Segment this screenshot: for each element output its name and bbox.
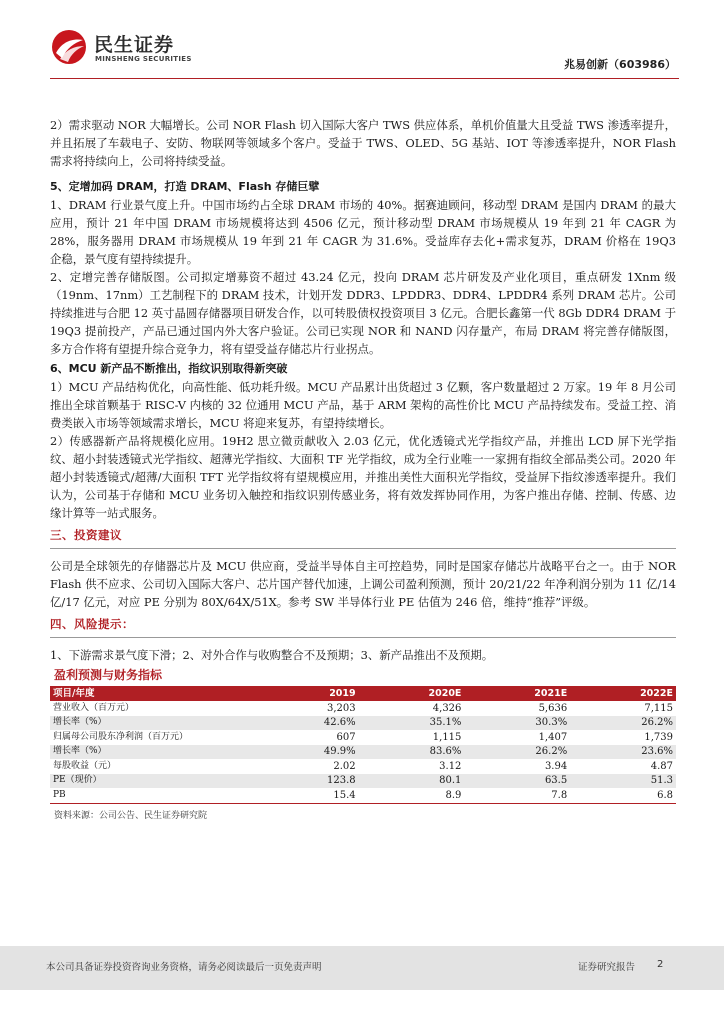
table-cell: 1,407 — [538, 731, 568, 743]
table-row — [50, 759, 676, 774]
dram-market-paragraph: 1、DRAM 行业景气度上升。中国市场约占全球 DRAM 市场的 40%。据赛迪顾问，移动型 DRAM 是国内 DRAM 的最大应用，预计 21 年中国 DRAM 市场规模将达到 4506 亿元，预计移动型 DRAM 市场规模从 19 年到 21 年 CAGR 为 28%，服务器用 DRAM 市场规模从 19 年到 21 年 CAGR 为 31.6%。受益库存去化+需求复苏，DRAM 价格在 19Q3 企稳，景气度有望持续提升。 — [50, 198, 676, 266]
table-cell: PE（现价） — [50, 774, 256, 789]
table-cell: 4.87 — [650, 760, 673, 772]
table-cell: 80.1 — [359, 774, 465, 789]
risk-title: 四、风险提示： — [50, 617, 134, 631]
table-cell: 增长率（%） — [50, 745, 256, 760]
table-source-note: 资料来源：公司公告、民生证券研究院 — [54, 810, 208, 821]
sensor-paragraph: 2）传感器新产品将规模化应用。19H2 思立微贡献收入 2.03 亿元，优化透镜式光学指纹产品，并推出 LCD 屏下光学指纹、超小封装透镜式光学指纹、超薄光学指纹、大面积 TF 光学指纹，成为全行业唯一一家拥有指纹全部品类公司。2020 年超小封装透镜式/超薄/大面积 TFT 光学指纹将有望规模应用，并推出美性大面积光学指纹，受益屏下指纹渗透率提升。我们认为，公司基于存储和 MCU 业务切入触控和指纹识别传感业务，将有效发挥协同作用，为客户推出存储、控制、传感、边缘计算等一站式服务。 — [50, 434, 676, 520]
table-row — [50, 730, 676, 745]
table-cell: 归属母公司股东净利润（百万元） — [53, 731, 189, 742]
table-header-cell: 2020E — [359, 686, 465, 701]
table-cell: 1,115 — [432, 731, 462, 743]
table-cell: 26.2% — [464, 745, 570, 760]
table-cell: 3.12 — [439, 760, 462, 772]
mcu-heading: 6、MCU 新产品不断推出，指纹识别取得新突破 — [50, 362, 288, 375]
table-cell: 42.6% — [256, 716, 359, 731]
page-number: 2 — [657, 959, 664, 970]
table-cell: 23.6% — [570, 745, 676, 760]
dram-placement-paragraph: 2、定增完善存储版图。公司拟定增募资不超过 43.24 亿元，投向 DRAM 芯片研发及产业化项目，重点研发 1Xnm 级（19nm、17nm）工艺制程下的 DRAM 技术，计划开发 DDR3、LPDDR3、DDR4、LPDDR4 系列 DRAM 芯片。公司持续推进与合肥 12 英寸晶圆存储器项目研发合作，以可转股债权投资项目 3 亿元。合肥长鑫第一代 8Gb DDR4 DRAM 于 19Q3 提前投产，产品已通过国内外大客户验证。公司已实现 NOR 和 NAND 闪存量产，布局 DRAM 将完善存储版图，多方合作将有望提升综合竞争力，将有望受益存储芯片行业拐点。 — [50, 270, 676, 356]
table-row — [50, 701, 676, 716]
financial-table-title: 盈利预测与财务指标 — [54, 668, 163, 682]
table-cell: 6.8 — [570, 788, 676, 803]
investment-advice-paragraph: 公司是全球领先的存储器芯片及 MCU 供应商，受益半导体自主可控趋势，同时是国家存储芯片战略平台之一。由于 NOR Flash 供不应求、公司切入国际大客户、芯片国产替代加速，上调公司盈利预测，预计 20/21/22 年净利润分别为 11 亿/14 亿/17 亿元，对应 PE 分别为 80X/64X/51X。参考 SW 半导体行业 PE 估值为 246 倍，维持“推荐”评级。 — [50, 559, 676, 609]
table-cell: 2.02 — [333, 760, 356, 772]
table-row — [50, 716, 676, 731]
table-cell: 26.2% — [570, 716, 676, 731]
minsheng-logo — [50, 28, 210, 68]
table-cell: 30.3% — [464, 716, 570, 731]
table-header-cell: 2021E — [464, 686, 570, 701]
report-body — [50, 116, 676, 825]
table-cell: 1,739 — [644, 731, 673, 743]
minsheng-logo-icon — [50, 28, 88, 66]
table-cell: 3,203 — [327, 702, 356, 714]
page-footer — [0, 946, 724, 990]
table-row — [50, 745, 676, 760]
table-cell: 123.8 — [256, 774, 359, 789]
table-cell: 增长率（%） — [50, 716, 256, 731]
table-header-cell: 项目/年度 — [50, 686, 256, 701]
table-cell: 607 — [336, 731, 356, 743]
table-cell: 51.3 — [570, 774, 676, 789]
table-header-row — [50, 686, 676, 701]
table-cell: PB — [50, 788, 256, 803]
company-ticker: 兆易创新（603986） — [564, 58, 676, 71]
table-cell: 7.8 — [464, 788, 570, 803]
table-cell: 83.6% — [359, 745, 465, 760]
dram-heading: 5、定增加码 DRAM，打造 DRAM、Flash 存储巨擘 — [50, 180, 320, 193]
nor-demand-paragraph: 2）需求驱动 NOR 大幅增长。公司 NOR Flash 切入国际大客户 TWS 供应体系，单机价值量大且受益 TWS 渗透率提升，并且拓展了车载电子、安防、物联网等领域多个客户。受益于 TWS、OLED、5G 基站、IOT 等渗透率提升，NOR Flash 需求将持续向上，公司将持续受益。 — [50, 118, 676, 168]
section-divider — [50, 637, 676, 638]
header-divider — [50, 78, 679, 79]
table-cell: 5,636 — [538, 702, 568, 714]
financial-forecast-table — [50, 686, 676, 804]
footer-report-type: 证券研究报告 — [578, 962, 636, 973]
table-cell: 7,115 — [644, 702, 673, 714]
section-divider — [50, 548, 676, 549]
table-cell: 3.94 — [544, 760, 568, 772]
logo-english-name: MINSHENG SECURITIES — [95, 55, 192, 63]
table-cell: 4,326 — [432, 702, 462, 714]
table-cell: 35.1% — [359, 716, 465, 731]
table-cell: 49.9% — [256, 745, 359, 760]
table-cell: 15.4 — [256, 788, 359, 803]
risk-paragraph: 1、下游需求景气度下滑；2、对外合作与收购整合不及预期；3、新产品推出不及预期。 — [50, 648, 494, 662]
table-cell: 8.9 — [359, 788, 465, 803]
table-cell: 营业收入（百万元） — [53, 702, 135, 713]
table-header-cell: 2022E — [570, 686, 676, 701]
table-cell: 63.5 — [464, 774, 570, 789]
mcu-structure-paragraph: 1）MCU 产品结构优化，向高性能、低功耗升级。MCU 产品累计出货超过 3 亿颗，客户数量超过 2 万家。19 年 8 月公司推出全球首颗基于 RISC-V 内核的 32 位通用 MCU 产品，基于 ARM 架构的高性价比 MCU 产品持续发布。受益工控、消费类嵌入市场等领域需求增长，MCU 将迎来复苏，有望持续增长。 — [50, 380, 676, 430]
table-cell: 每股收益（元） — [53, 760, 117, 771]
table-row — [50, 788, 676, 803]
investment-advice-title: 三、投资建议 — [50, 528, 122, 542]
table-row — [50, 774, 676, 789]
footer-disclaimer: 本公司具备证券投资咨询业务资格，请务必阅读最后一页免责声明 — [46, 962, 322, 973]
logo-chinese-name: 民生证券 — [94, 34, 175, 56]
table-header-cell: 2019 — [256, 686, 359, 701]
page-header — [0, 0, 724, 82]
